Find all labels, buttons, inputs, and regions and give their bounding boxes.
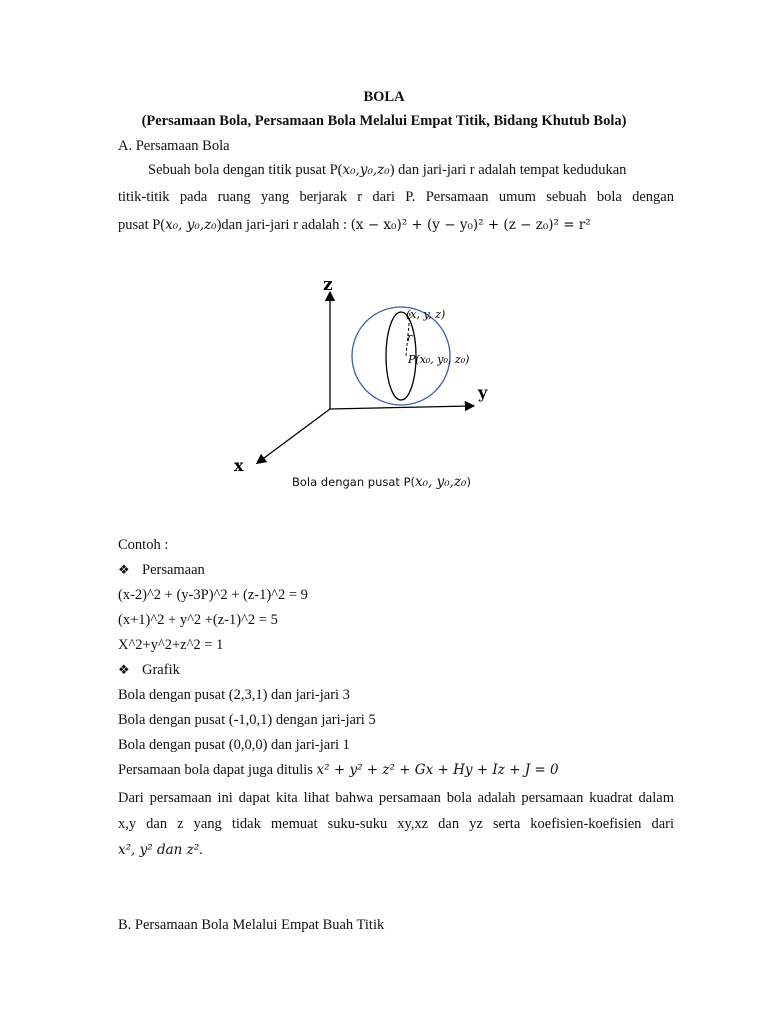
equation-line-2: (x+1)^2 + y^2 +(z-1)^2 = 5 bbox=[118, 612, 278, 628]
explain-line-1: Dari persamaan ini dapat kita lihat bahwa persamaan bola adalah persamaan kuadrat dalam bbox=[118, 790, 674, 806]
general-form-line bbox=[118, 762, 559, 779]
para3-start: pusat P( bbox=[118, 217, 166, 233]
grafik-item-3: Bola dengan pusat (0,0,0) dan jari-jari 1 bbox=[118, 737, 350, 753]
para3-mid: )dan jari-jari r adalah : bbox=[216, 217, 351, 233]
explain-math: x², y² dan z² bbox=[118, 842, 200, 858]
para1-end: ) dan jari-jari r adalah tempat kedudukan bbox=[389, 162, 627, 178]
grafik-label: Grafik bbox=[142, 662, 180, 678]
equation-line-1: (x-2)^2 + (y-3P)^2 + (z-1)^2 = 9 bbox=[118, 587, 308, 603]
caption-start: Bola dengan pusat P( bbox=[292, 475, 415, 489]
grafik-item-1: Bola dengan pusat (2,3,1) dan jari-jari 3 bbox=[118, 687, 350, 703]
page-subtitle: (Persamaan Bola, Persamaan Bola Melalui Empat Titik, Bidang Khutub Bola) bbox=[141, 113, 627, 129]
bullet-icon: ❖ bbox=[118, 663, 130, 678]
bullet-persamaan bbox=[118, 562, 205, 579]
explain-line-3 bbox=[118, 842, 203, 859]
section-a-heading: A. Persamaan Bola bbox=[118, 138, 230, 154]
paragraph-line-1 bbox=[148, 162, 674, 179]
paragraph-line-3 bbox=[118, 217, 591, 234]
point-label: (x, y, z) bbox=[406, 308, 446, 321]
axis-z-label: z bbox=[323, 275, 333, 295]
equation-line-3: X^2+y^2+z^2 = 1 bbox=[118, 637, 224, 653]
bullet-icon: ❖ bbox=[118, 563, 130, 578]
paragraph-line-2: titik-titik pada ruang yang berjarak r dari P. Persamaan umum sebuah bola dengan bbox=[118, 189, 674, 205]
y-axis bbox=[330, 406, 470, 409]
grafik-item-2: Bola dengan pusat (-1,0,1) dengan jari-jari 5 bbox=[118, 712, 376, 728]
axis-x-label: x bbox=[234, 456, 244, 475]
center-label: P(x₀, y₀, z₀) bbox=[408, 353, 470, 366]
persamaan-label: Persamaan bbox=[142, 562, 205, 578]
general-form-equation: x² + y² + z² + Gx + Hy + Iz + J = 0 bbox=[316, 762, 559, 778]
sphere-equation: (x − x₀)² + (y − y₀)² + (z − z₀)² = r² bbox=[350, 217, 591, 233]
caption-end: ) bbox=[466, 475, 471, 489]
contoh-heading: Contoh : bbox=[118, 537, 169, 553]
page-title: BOLA bbox=[363, 89, 405, 105]
bullet-grafik bbox=[118, 662, 180, 679]
section-b-heading: B. Persamaan Bola Melalui Empat Buah Titik bbox=[118, 917, 385, 933]
general-form-text: Persamaan bola dapat juga ditulis bbox=[118, 762, 317, 778]
caption-center-math: x₀, y₀,z₀ bbox=[415, 474, 467, 490]
explain-line-2: x,y dan z yang tidak memuat suku-suku xy,xz dan yz serta koefisien-koefisien dari bbox=[118, 816, 674, 832]
explain-end: . bbox=[199, 842, 203, 858]
para1-start: Sebuah bola dengan titik pusat P( bbox=[148, 162, 343, 178]
x-axis bbox=[260, 409, 330, 461]
sphere-figure bbox=[220, 268, 520, 478]
para3-center-math: x₀, y₀,z₀ bbox=[165, 217, 217, 233]
radius-label: r bbox=[407, 331, 413, 344]
para1-center-math: x₀,y₀,z₀ bbox=[342, 162, 390, 178]
axis-y-label: y bbox=[478, 383, 488, 402]
figure-caption bbox=[292, 474, 471, 491]
